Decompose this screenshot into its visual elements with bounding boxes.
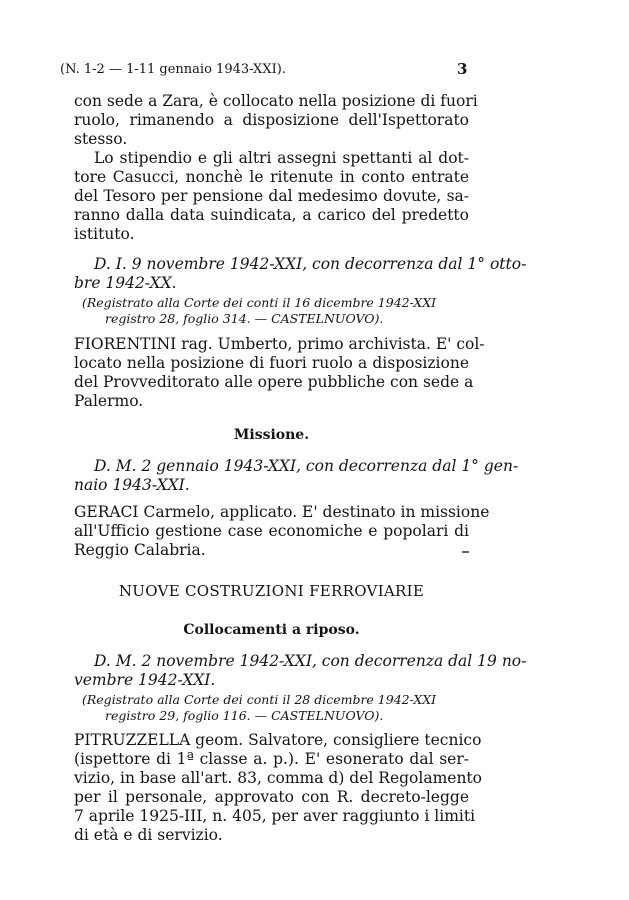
paragraph-line: ruolo, rimanendo a disposizione dell'Ispettorato xyxy=(74,111,469,129)
registration-line: (Registrato alla Corte dei conti il 28 dicembre 1942-XXI xyxy=(82,692,437,707)
decree-line: vembre 1942-XXI. xyxy=(74,671,216,689)
paragraph-line: ranno dalla data suindicata, a carico del predetto xyxy=(74,206,469,224)
paragraph-line: vizio, in base all'art. 83, comma d) del Regolamento xyxy=(74,769,482,787)
section-subheading: Missione. xyxy=(233,427,310,443)
decree-line: D. M. 2 gennaio 1943-XXI, con decorrenza dal 1° gen- xyxy=(94,457,519,475)
decree-line: bre 1942-XX. xyxy=(74,274,177,292)
paragraph-line: stesso. xyxy=(74,130,128,148)
page-number: 3 xyxy=(457,60,468,78)
decree-line: naio 1943-XXI. xyxy=(74,476,190,494)
stray-mark xyxy=(462,551,469,553)
registration-line: (Registrato alla Corte dei conti il 16 dicembre 1942-XXI xyxy=(82,295,437,310)
paragraph-line: Reggio Calabria. xyxy=(74,541,206,559)
registration-line: registro 28, foglio 314. — CASTELNUOVO). xyxy=(105,311,384,326)
paragraph-line: FIORENTINI rag. Umberto, primo archivista. E' col- xyxy=(74,335,485,353)
decree-line: D. I. 9 novembre 1942-XXI, con decorrenza dal 1° otto- xyxy=(94,255,527,273)
paragraph-line: (ispettore di 1ª classe a. p.). E' esonerato dal ser- xyxy=(74,750,469,768)
paragraph-line: Lo stipendio e gli altri assegni spettanti al dot- xyxy=(94,149,469,167)
paragraph-line: all'Ufficio gestione case economiche e popolari di xyxy=(74,522,469,540)
paragraph-line: di età e di servizio. xyxy=(74,826,223,844)
paragraph-line: con sede a Zara, è collocato nella posizione di fuori xyxy=(74,92,478,110)
section-subheading: Collocamenti a riposo. xyxy=(183,622,360,638)
paragraph-line: PITRUZZELLA geom. Salvatore, consigliere tecnico xyxy=(74,731,482,749)
paragraph-line: del Provveditorato alle opere pubbliche con sede a xyxy=(74,373,474,391)
paragraph-line: per il personale, approvato con R. decreto-legge xyxy=(74,788,469,806)
paragraph-line: Palermo. xyxy=(74,392,144,410)
paragraph-line: tore Casucci, nonchè le ritenute in conto entrate xyxy=(74,168,469,186)
decree-line: D. M. 2 novembre 1942-XXI, con decorrenza dal 19 no- xyxy=(94,652,527,670)
section-title: NUOVE COSTRUZIONI FERROVIARIE xyxy=(118,582,425,600)
paragraph-line: del Tesoro per pensione dal medesimo dovute, sa- xyxy=(74,187,469,205)
paragraph-line: locato nella posizione di fuori ruolo a disposizione xyxy=(74,354,469,372)
paragraph-line: GERACI Carmelo, applicato. E' destinato in missione xyxy=(74,503,490,521)
page-header: (N. 1-2 — 1-11 gennaio 1943-XXI). xyxy=(60,62,286,77)
registration-line: registro 29, foglio 116. — CASTELNUOVO). xyxy=(105,708,384,723)
paragraph-line: istituto. xyxy=(74,225,135,243)
paragraph-line: 7 aprile 1925-III, n. 405, per aver raggiunto i limiti xyxy=(74,807,476,825)
